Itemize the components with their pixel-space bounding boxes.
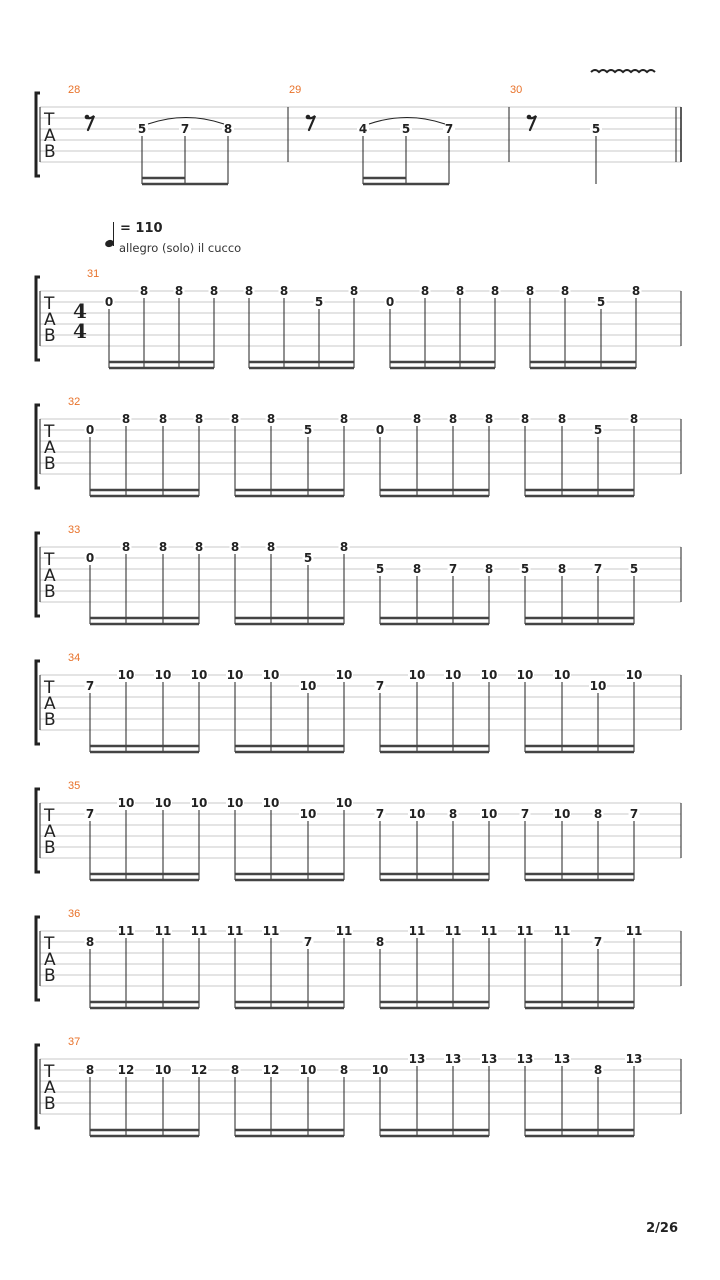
fret-number: 10 <box>625 668 643 682</box>
fret-number: 0 <box>85 423 95 437</box>
fret-number: 8 <box>593 807 603 821</box>
fret-number: 8 <box>490 284 500 298</box>
fret-number: 13 <box>444 1052 462 1066</box>
fret-number: 8 <box>244 284 254 298</box>
fret-number: 5 <box>520 562 530 576</box>
fret-number: 11 <box>117 924 135 938</box>
fret-number: 10 <box>335 796 353 810</box>
fret-number: 8 <box>557 412 567 426</box>
fret-number: 11 <box>226 924 244 938</box>
fret-number: 7 <box>180 122 190 136</box>
measure-number: 36 <box>68 908 81 920</box>
fret-number: 12 <box>262 1063 280 1077</box>
fret-number: 10 <box>589 679 607 693</box>
measure-number: 32 <box>68 396 81 408</box>
fret-number: 12 <box>190 1063 208 1077</box>
fret-number: 10 <box>553 668 571 682</box>
tab-clef-letter: T <box>44 1062 55 1082</box>
fret-number: 10 <box>408 807 426 821</box>
tab-clef-letter: T <box>44 110 55 130</box>
fret-number: 8 <box>85 1063 95 1077</box>
fret-number: 10 <box>117 668 135 682</box>
fret-number: 8 <box>158 412 168 426</box>
fret-number: 8 <box>455 284 465 298</box>
fret-number: 8 <box>209 284 219 298</box>
fret-number: 5 <box>401 122 411 136</box>
tempo-value: = 110 <box>120 221 163 236</box>
tab-clef-letter: T <box>44 678 55 698</box>
eighth-rest-dot <box>306 115 311 120</box>
fret-number: 8 <box>194 412 204 426</box>
fret-number: 11 <box>262 924 280 938</box>
fret-number: 5 <box>596 295 606 309</box>
fret-number: 8 <box>339 540 349 554</box>
eighth-rest-dot <box>85 115 90 120</box>
tab-clef-letter: T <box>44 294 55 314</box>
fret-number: 8 <box>412 412 422 426</box>
fret-number: 13 <box>516 1052 534 1066</box>
page-number: 2/26 <box>646 1221 678 1236</box>
tab-clef-letter: A <box>44 126 56 146</box>
tab-clef-letter: B <box>44 582 56 602</box>
fret-number: 8 <box>631 284 641 298</box>
system-bracket <box>36 789 40 872</box>
fret-number: 10 <box>408 668 426 682</box>
eighth-rest-dot <box>527 115 532 120</box>
fret-number: 8 <box>223 122 233 136</box>
tab-clef-letter: T <box>44 422 55 442</box>
fret-number: 10 <box>117 796 135 810</box>
fret-number: 7 <box>593 562 603 576</box>
fret-number: 5 <box>593 423 603 437</box>
fret-number: 8 <box>520 412 530 426</box>
tab-clef-letter: A <box>44 822 56 842</box>
fret-number: 8 <box>158 540 168 554</box>
tab-clef-letter: T <box>44 934 55 954</box>
fret-number: 5 <box>137 122 147 136</box>
fret-number: 10 <box>226 796 244 810</box>
fret-number: 11 <box>408 924 426 938</box>
fret-number: 4 <box>358 122 368 136</box>
tab-clef-letter: T <box>44 806 55 826</box>
fret-number: 10 <box>299 679 317 693</box>
fret-number: 13 <box>625 1052 643 1066</box>
tab-clef-letter: A <box>44 566 56 586</box>
fret-number: 8 <box>139 284 149 298</box>
fret-number: 10 <box>299 1063 317 1077</box>
fret-number: 7 <box>520 807 530 821</box>
fret-number: 11 <box>553 924 571 938</box>
fret-number: 12 <box>117 1063 135 1077</box>
fret-number: 10 <box>154 1063 172 1077</box>
tab-clef-letter: B <box>44 966 56 986</box>
fret-number: 11 <box>625 924 643 938</box>
vibrato-mark <box>591 70 655 72</box>
tab-clef-letter: B <box>44 326 56 346</box>
fret-number: 10 <box>516 668 534 682</box>
fret-number: 7 <box>629 807 639 821</box>
tab-clef-letter: B <box>44 710 56 730</box>
fret-number: 7 <box>85 807 95 821</box>
fret-number: 10 <box>262 796 280 810</box>
fret-number: 5 <box>629 562 639 576</box>
fret-number: 11 <box>516 924 534 938</box>
fret-number: 8 <box>448 412 458 426</box>
fret-number: 11 <box>190 924 208 938</box>
time-signature-top: 4 <box>73 299 87 323</box>
fret-number: 0 <box>104 295 114 309</box>
measure-number: 28 <box>68 84 81 96</box>
tab-clef-letter: A <box>44 310 56 330</box>
fret-number: 13 <box>408 1052 426 1066</box>
tab-clef-letter: B <box>44 454 56 474</box>
tab-clef-letter: A <box>44 1078 56 1098</box>
fret-number: 8 <box>230 412 240 426</box>
tab-clef-letter: A <box>44 694 56 714</box>
fret-number: 10 <box>480 807 498 821</box>
fret-number: 8 <box>593 1063 603 1077</box>
fret-number: 10 <box>299 807 317 821</box>
fret-number: 8 <box>174 284 184 298</box>
fret-number: 8 <box>121 540 131 554</box>
fret-number: 0 <box>385 295 395 309</box>
fret-number: 8 <box>557 562 567 576</box>
fret-number: 13 <box>480 1052 498 1066</box>
fret-number: 8 <box>560 284 570 298</box>
fret-number: 8 <box>339 412 349 426</box>
fret-number: 11 <box>335 924 353 938</box>
fret-number: 8 <box>448 807 458 821</box>
fret-number: 7 <box>85 679 95 693</box>
fret-number: 5 <box>303 423 313 437</box>
fret-number: 8 <box>230 1063 240 1077</box>
system-bracket <box>36 93 40 176</box>
system-bracket <box>36 917 40 1000</box>
measure-number: 35 <box>68 780 81 792</box>
measure-number: 37 <box>68 1036 81 1048</box>
fret-number: 10 <box>444 668 462 682</box>
fret-number: 10 <box>154 796 172 810</box>
fret-number: 7 <box>375 807 385 821</box>
fret-number: 5 <box>591 122 601 136</box>
fret-number: 10 <box>190 668 208 682</box>
measure-number: 29 <box>289 84 302 96</box>
fret-number: 13 <box>553 1052 571 1066</box>
fret-number: 8 <box>412 562 422 576</box>
fret-number: 11 <box>444 924 462 938</box>
fret-number: 7 <box>593 935 603 949</box>
fret-number: 10 <box>371 1063 389 1077</box>
time-signature-bottom: 4 <box>73 319 87 343</box>
tab-clef-letter: B <box>44 142 56 162</box>
fret-number: 10 <box>262 668 280 682</box>
fret-number: 8 <box>266 540 276 554</box>
measure-number: 33 <box>68 524 81 536</box>
system-bracket <box>36 277 40 360</box>
tab-clef-letter: T <box>44 550 55 570</box>
fret-number: 8 <box>194 540 204 554</box>
fret-number: 10 <box>226 668 244 682</box>
system-bracket <box>36 1045 40 1128</box>
fret-number: 8 <box>266 412 276 426</box>
fret-number: 8 <box>349 284 359 298</box>
fret-number: 8 <box>484 562 494 576</box>
measure-number: 34 <box>68 652 81 664</box>
tempo-text: allegro (solo) il cucco <box>119 241 242 255</box>
system-bracket <box>36 661 40 744</box>
fret-number: 8 <box>339 1063 349 1077</box>
fret-number: 7 <box>448 562 458 576</box>
fret-number: 7 <box>444 122 454 136</box>
fret-number: 8 <box>525 284 535 298</box>
fret-number: 8 <box>230 540 240 554</box>
fret-number: 8 <box>279 284 289 298</box>
fret-number: 8 <box>375 935 385 949</box>
system-bracket <box>36 405 40 488</box>
measure-number: 30 <box>510 84 523 96</box>
tab-clef-letter: A <box>44 950 56 970</box>
fret-number: 8 <box>484 412 494 426</box>
fret-number: 8 <box>121 412 131 426</box>
fret-number: 10 <box>480 668 498 682</box>
fret-number: 5 <box>314 295 324 309</box>
tab-clef-letter: A <box>44 438 56 458</box>
fret-number: 7 <box>375 679 385 693</box>
fret-number: 5 <box>303 551 313 565</box>
fret-number: 10 <box>553 807 571 821</box>
fret-number: 8 <box>629 412 639 426</box>
fret-number: 10 <box>190 796 208 810</box>
fret-number: 8 <box>420 284 430 298</box>
fret-number: 11 <box>154 924 172 938</box>
tab-clef-letter: B <box>44 1094 56 1114</box>
fret-number: 8 <box>85 935 95 949</box>
fret-number: 10 <box>154 668 172 682</box>
fret-number: 11 <box>480 924 498 938</box>
fret-number: 0 <box>375 423 385 437</box>
tab-clef-letter: B <box>44 838 56 858</box>
fret-number: 5 <box>375 562 385 576</box>
fret-number: 0 <box>85 551 95 565</box>
fret-number: 10 <box>335 668 353 682</box>
measure-number: 31 <box>87 268 100 280</box>
fret-number: 7 <box>303 935 313 949</box>
system-bracket <box>36 533 40 616</box>
